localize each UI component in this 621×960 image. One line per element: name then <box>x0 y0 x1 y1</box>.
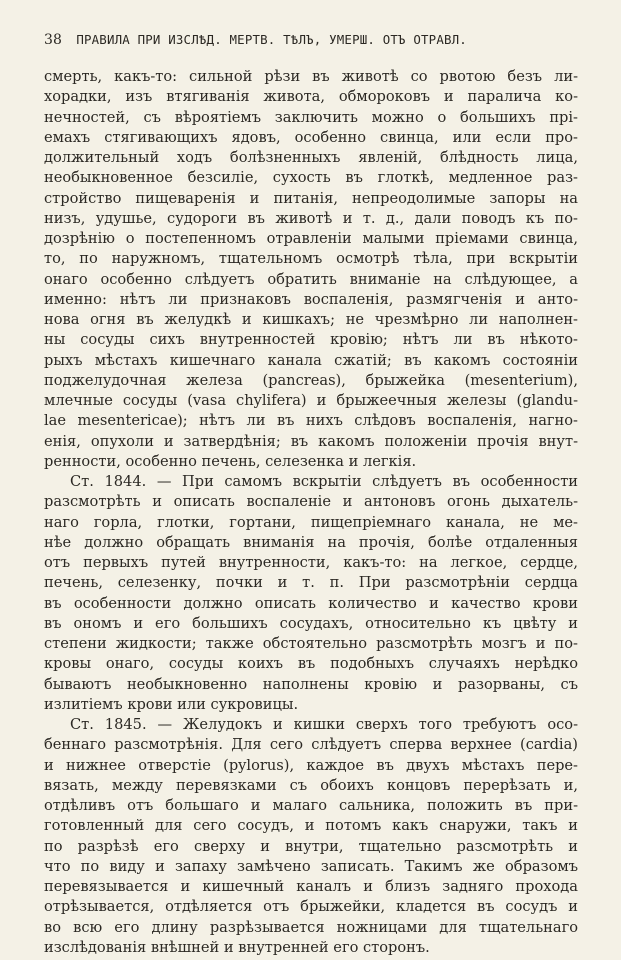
text-line: беннаго разсмотрѣнія. Для сего слѣдуетъ сперва верхнее (cardia) <box>44 736 578 754</box>
text-line: ны сосуды сихъ внутренностей кровію; нѣтъ ли въ нѣкото- <box>44 331 578 349</box>
article-heading-line: Ст. 1845. — Желудокъ и кишки сверхъ того требуютъ осо- <box>70 716 578 733</box>
text-line: степени жидкости; также обстоятельно разсмотрѣть мозгъ и по- <box>44 635 578 652</box>
text-line: печень, селезенку, почки и т. п. При разсмотрѣніи сердца <box>44 574 578 592</box>
body-text <box>44 67 578 958</box>
text-line: что по виду и запаху замѣчено записать. Такимъ же образомъ <box>44 857 578 875</box>
text-line: млечные сосуды (vasa chylifera) и брыжеечныя железы (glandu- <box>44 392 578 409</box>
text-line: поджелудочная железа (pancreas), брыжейка (mesenterium), <box>44 371 578 389</box>
text-line: должительный ходъ болѣзненныхъ явленій, блѣдность лица, <box>44 149 578 166</box>
text-line: рыхъ мѣстахъ кишечнаго канала сжатій; въ какомъ состояніи <box>44 351 578 369</box>
text-line: хорадки, изъ втягиванія живота, обмороковъ и паралича ко- <box>44 88 578 106</box>
text-line: онаго особенно слѣдуетъ обратить вниманіе на слѣдующее, а <box>44 270 578 288</box>
text-line: стройство пищеваренія и питанія, непреодолимые запоры на <box>44 189 578 207</box>
text-line: нова огня въ желудкѣ и кишкахъ; не чрезмѣрно ли наполнен- <box>44 311 578 328</box>
article-heading-line: Ст. 1844. — При самомъ вскрытіи слѣдуетъ въ особенности <box>70 473 578 490</box>
running-head <box>44 29 578 51</box>
text-line: смерть, какъ-то: сильной рѣзи въ животѣ со рвотою безъ ли- <box>44 68 578 85</box>
text-line: именно: нѣтъ ли признаковъ воспаленія, размягченія и анто- <box>44 290 578 308</box>
text-line: вязать, между перевязками съ обоихъ концовъ перерѣзать и, <box>44 776 578 794</box>
text-line: низъ, удушье, судороги въ животѣ и т. д., дали поводъ къ по- <box>44 209 578 227</box>
text-line: бываютъ необыкновенно наполнены кровію и разорваны, съ <box>44 675 578 693</box>
text-line: излитіемъ крови или сукровицы. <box>44 695 299 713</box>
text-line: то, по наружномъ, тщательномъ осмотрѣ тѣла, при вскрытіи <box>44 250 578 268</box>
text-line: изслѣдованія внѣшней и внутренней его сторонъ. <box>44 938 430 956</box>
text-line: во всю его длину разрѣзывается ножницами для тщательнаго <box>44 918 578 936</box>
text-line: нѣе должно обращать вниманія на прочія, болѣе отдаленныя <box>44 533 578 551</box>
text-line: отрѣзывается, отдѣляется отъ брыжейки, кладется въ сосудъ и <box>44 898 578 916</box>
text-line: кровы онаго, сосуды коихъ въ подобныхъ случаяхъ нерѣдко <box>44 655 578 673</box>
text-line: енія, опухоли и затвердѣнія; въ какомъ положеніи прочія внут- <box>44 432 578 450</box>
text-line: необыкновенное безсиліе, сухость въ глоткѣ, медленное раз- <box>44 169 578 187</box>
text-line: по разрѣзѣ его сверху и внутри, тщательно разсмотрѣть и <box>44 837 578 855</box>
page-number: 38 <box>44 32 63 48</box>
text-line: отдѣливъ отъ большаго и малаго сальника, положить въ при- <box>44 797 578 814</box>
text-line: и нижнее отверстіе (pylorus), каждое въ двухъ мѣстахъ пере- <box>44 756 578 774</box>
text-line: lae mesentericae); нѣтъ ли въ нихъ слѣдовъ воспаленія, нагно- <box>44 412 578 430</box>
text-line: дозрѣнію о постепенномъ отравленіи малыми пріемами свинца, <box>44 230 578 247</box>
running-title: ПРАВИЛА ПРИ ИЗСЛѢД. МЕРТВ. ТѢЛЪ, УМЕРШ. ОТЪ ОТРАВЛ. <box>76 32 467 47</box>
text-line: наго горла, глотки, гортани, пищепріемнаго канала, не ме- <box>44 513 578 531</box>
text-line: ренности, особенно печень, селезенка и легкія. <box>44 452 417 470</box>
text-line: въ ономъ и его большихъ сосудахъ, относительно къ цвѣту и <box>44 614 578 632</box>
text-line: перевязывается и кишечный каналъ и близъ задняго прохода <box>44 878 578 895</box>
text-line: готовленный для сего сосудъ, и потомъ какъ снаружи, такъ и <box>44 817 578 835</box>
text-line: въ особенности должно описать количество и качество крови <box>44 594 578 612</box>
text-line: отъ первыхъ путей внутренности, какъ-то: на легкое, сердце, <box>44 554 578 571</box>
text-line: разсмотрѣть и описать воспаленіе и антоновъ огонь дыхатель- <box>44 493 578 511</box>
text-line: нечностей, съ вѣроятіемъ заключить можно о большихъ прі- <box>44 108 578 126</box>
text-line: емахъ стягивающихъ ядовъ, особенно свинца, или если про- <box>44 128 578 146</box>
